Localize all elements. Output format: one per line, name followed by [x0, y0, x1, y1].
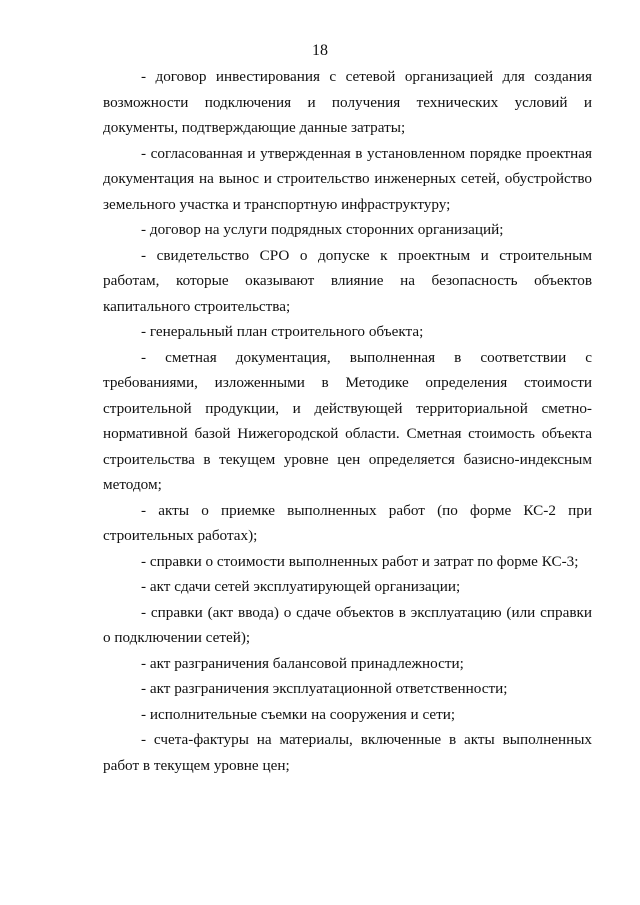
list-item: - акт сдачи сетей эксплуатирующей организации;: [141, 578, 461, 595]
list-item: - акт разграничения балансовой принадлежности;: [141, 654, 464, 672]
list-item: - акт разграничения эксплуатационной ответственности;: [141, 680, 508, 697]
list-item: - счета-фактуры на материалы, включенные в акты выполненных работ в текущем уровне цен;: [103, 731, 592, 774]
page-number: 18: [312, 42, 328, 59]
document-body: [103, 64, 592, 778]
list-item: - справки о стоимости выполненных работ и затрат по форме КС-3;: [141, 552, 579, 570]
list-item: - свидетельство СРО о допуске к проектным и строительным работам, которые оказывают влияние на безопасность объектов капитального строительства;: [103, 246, 592, 315]
list-item: - договор инвестирования с сетевой организацией для создания возможности подключения и получения технических условий и документы, подтверждающие данные затраты;: [103, 68, 592, 136]
list-item: - сметная документация, выполненная в соответствии с требованиями, изложенными в Методике определения стоимости строительной продукции, и действующей территориальной сметно-нормативной базой Нижегородской области. Сметная стоимость объекта строительства в текущем уровне цен определяется базисно-индексным методом;: [103, 348, 592, 493]
list-item: - акты о приемке выполненных работ (по форме КС-2 при строительных работах);: [103, 501, 592, 544]
list-item: - договор на услуги подрядных сторонних организаций;: [141, 221, 504, 238]
list-item: - справки (акт ввода) о сдаче объектов в эксплуатацию (или справки о подключении сетей);: [103, 603, 592, 646]
list-item: - генеральный план строительного объекта;: [141, 323, 424, 340]
list-item: - исполнительные съемки на сооружения и сети;: [141, 705, 456, 723]
list-item: - согласованная и утвержденная в установленном порядке проектная документация на вынос и строительство инженерных сетей, обустройство земельного участка и транспортную инфраструктуру;: [103, 144, 592, 213]
